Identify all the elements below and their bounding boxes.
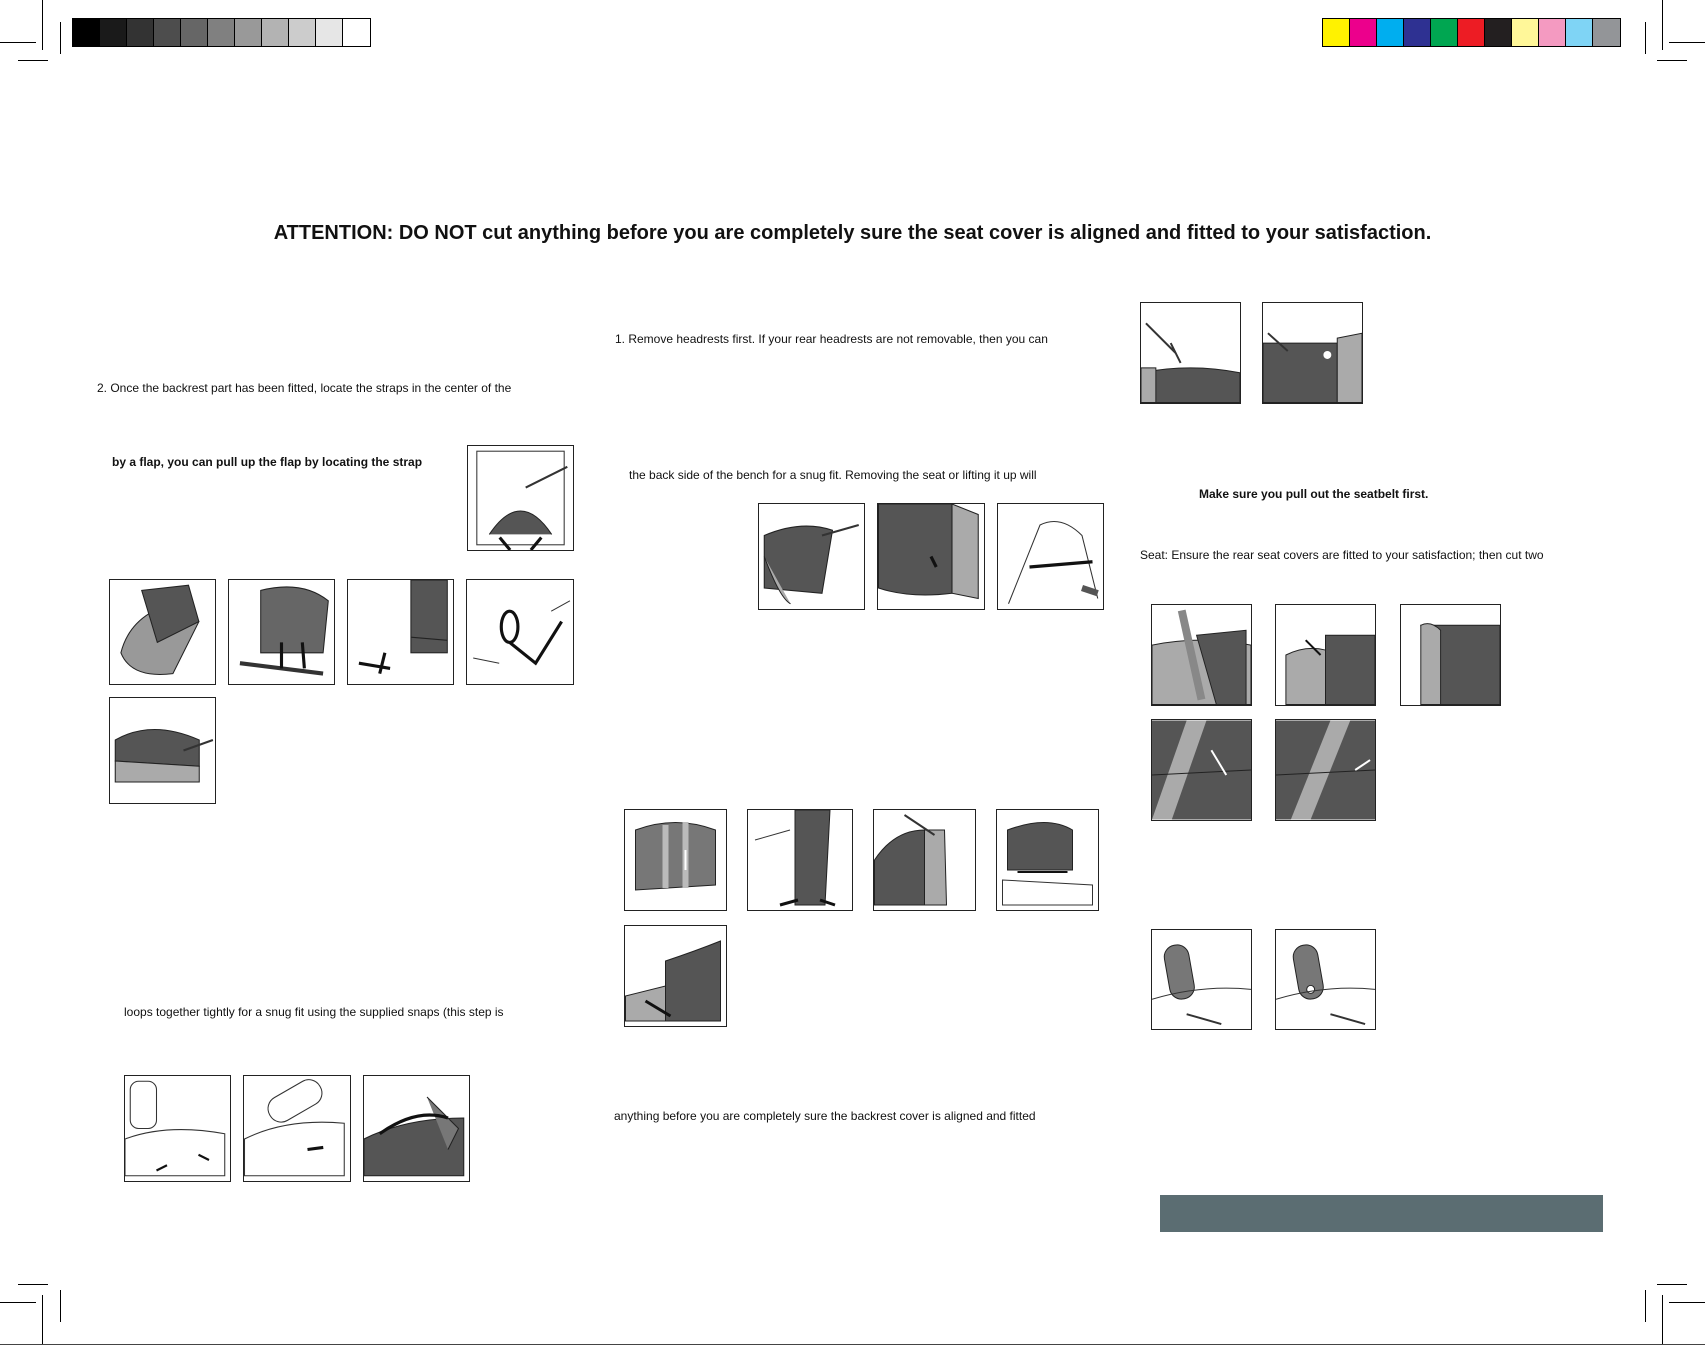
grayscale-swatch xyxy=(262,19,289,46)
color-calibration-strip xyxy=(1322,18,1621,47)
illustration-headrest-2 xyxy=(877,503,985,610)
illustration-seat-1 xyxy=(124,1075,231,1182)
illustration-strap-pull xyxy=(467,445,574,551)
crop-mark xyxy=(1669,42,1705,43)
illustration-buckle-1 xyxy=(1151,929,1252,1030)
grayscale-swatch xyxy=(289,19,316,46)
color-swatch xyxy=(1377,19,1404,46)
attention-heading: ATTENTION: DO NOT cut anything before you are completely sure the seat cover is aligned and fitted to your satisfaction. xyxy=(273,222,1432,244)
grayscale-swatch xyxy=(127,19,154,46)
illustration-bench-4 xyxy=(996,809,1099,911)
grayscale-swatch xyxy=(154,19,181,46)
backrest-caution-text: anything before you are completely sure the backrest cover is aligned and fitted xyxy=(614,1109,1036,1123)
illustration-bench-5 xyxy=(624,925,727,1027)
color-swatch xyxy=(1323,19,1350,46)
illustration-backrest-5 xyxy=(109,697,216,804)
illustration-seat-cut-1 xyxy=(1151,604,1252,706)
grayscale-swatch xyxy=(343,19,370,46)
footer-band xyxy=(1160,1195,1603,1232)
crop-mark xyxy=(18,60,48,61)
crop-mark xyxy=(1657,60,1687,61)
illustration-seat-cut-3 xyxy=(1400,604,1501,706)
color-swatch xyxy=(1458,19,1485,46)
crop-mark xyxy=(18,1284,48,1285)
crop-mark xyxy=(1669,1302,1705,1303)
crop-mark xyxy=(0,42,36,43)
color-swatch xyxy=(1431,19,1458,46)
illustration-seat-2 xyxy=(243,1075,351,1182)
crop-mark xyxy=(0,1302,36,1303)
illustration-backrest-4 xyxy=(466,579,574,685)
illustration-headrest-3 xyxy=(997,503,1104,610)
illustration-headrest-1 xyxy=(758,503,865,610)
seat-text: Seat: Ensure the rear seat covers are fitted to your satisfaction; then cut two xyxy=(1140,548,1544,562)
illustration-backrest-2 xyxy=(228,579,335,685)
grayscale-swatch xyxy=(235,19,262,46)
crop-mark xyxy=(1645,22,1646,54)
color-swatch xyxy=(1485,19,1512,46)
grayscale-calibration-strip xyxy=(72,18,371,47)
illustration-seat-cut-5 xyxy=(1275,719,1376,821)
grayscale-swatch xyxy=(100,19,127,46)
color-swatch xyxy=(1404,19,1431,46)
color-swatch xyxy=(1539,19,1566,46)
grayscale-swatch xyxy=(181,19,208,46)
illustration-seatbelt-1 xyxy=(1140,302,1241,404)
illustration-seat-cut-4 xyxy=(1151,719,1252,821)
crop-mark xyxy=(1662,0,1663,50)
illustration-seat-cut-2 xyxy=(1275,604,1376,706)
step-1-text: 1. Remove headrests first. If your rear headrests are not removable, then you can xyxy=(615,332,1048,346)
flap-text: by a flap, you can pull up the flap by locating the strap xyxy=(112,455,423,469)
grayscale-swatch xyxy=(316,19,343,46)
seatbelt-text: Make sure you pull out the seatbelt first. xyxy=(1199,487,1429,501)
crop-mark xyxy=(1662,1295,1663,1345)
color-swatch xyxy=(1512,19,1539,46)
illustration-bench-2 xyxy=(747,809,853,911)
crop-mark xyxy=(42,1295,43,1345)
loops-text: loops together tightly for a snug fit using the supplied snaps (this step is xyxy=(124,1005,504,1019)
illustration-seatbelt-2 xyxy=(1262,302,1363,404)
grayscale-swatch xyxy=(208,19,235,46)
step-2-text: 2. Once the backrest part has been fitted, locate the straps in the center of the xyxy=(97,381,512,395)
grayscale-swatch xyxy=(73,19,100,46)
illustration-buckle-2 xyxy=(1275,929,1376,1030)
color-swatch xyxy=(1593,19,1620,46)
color-swatch xyxy=(1350,19,1377,46)
crop-mark xyxy=(1657,1284,1687,1285)
illustration-bench-1 xyxy=(624,809,727,911)
illustration-backrest-3 xyxy=(347,579,454,685)
crop-mark xyxy=(1645,1290,1646,1322)
crop-mark xyxy=(60,22,61,54)
crop-mark xyxy=(60,1290,61,1322)
crop-mark xyxy=(42,0,43,50)
color-swatch xyxy=(1566,19,1593,46)
illustration-backrest-1 xyxy=(109,579,216,685)
illustration-seat-3 xyxy=(363,1075,470,1182)
bench-text: the back side of the bench for a snug fit. Removing the seat or lifting it up will xyxy=(629,468,1037,482)
illustration-bench-3 xyxy=(873,809,976,911)
